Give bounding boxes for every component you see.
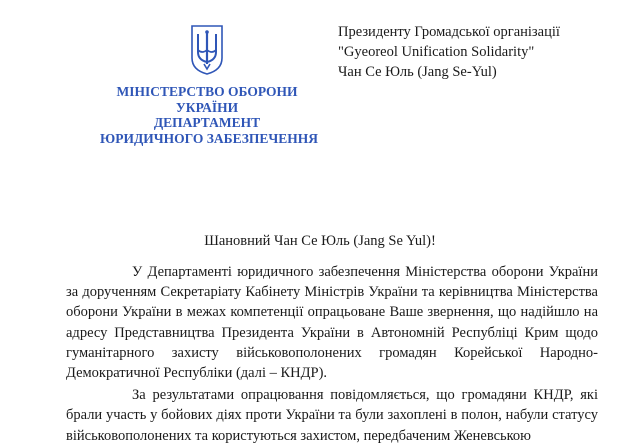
addressee-name: Чан Се Юль (Jang Se-Yul) xyxy=(338,64,497,80)
addressee-line: "Gyeoreol Unification Solidarity" xyxy=(338,44,535,60)
body-paragraph: У Департаменті юридичного забезпечення Міністерства оборони України за дорученням Секретаріату Кабінету Міністрів України та керівництва Міністерства оборони України в межах компетенції опрацьоване Ваше звернення, що надійшло на адресу Представництва Президента України в Автономній Республіці Крим щодо гуманітарного захисту військовополонених громадян Корейської Народно-Демократичної Республіки (далі – КНДР). xyxy=(66,264,598,382)
ministry-line: УКРАЇНИ xyxy=(175,99,239,115)
department-line: ЮРИДИЧНОГО ЗАБЕЗПЕЧЕННЯ xyxy=(100,130,319,146)
salutation: Шановний Чан Се Юль (Jang Se Yul)! xyxy=(204,233,436,249)
letter-body xyxy=(66,262,598,446)
addressee-block xyxy=(338,22,560,82)
trident-coat-of-arms-icon xyxy=(190,24,224,76)
department-line: ДЕПАРТАМЕНТ xyxy=(153,115,261,130)
ministry-line: МІНІСТЕРСТВО ОБОРОНИ xyxy=(116,84,298,99)
body-paragraph: За результатами опрацювання повідомляється, що громадяни КНДР, які брали участь у бойових діях проти України та були захоплені в полон, набули статусу військовополонених та користуються захистом, передбаченим Женевською xyxy=(66,387,598,444)
addressee-line: Президенту Громадської організації xyxy=(338,24,560,40)
ministry-header xyxy=(100,84,319,146)
